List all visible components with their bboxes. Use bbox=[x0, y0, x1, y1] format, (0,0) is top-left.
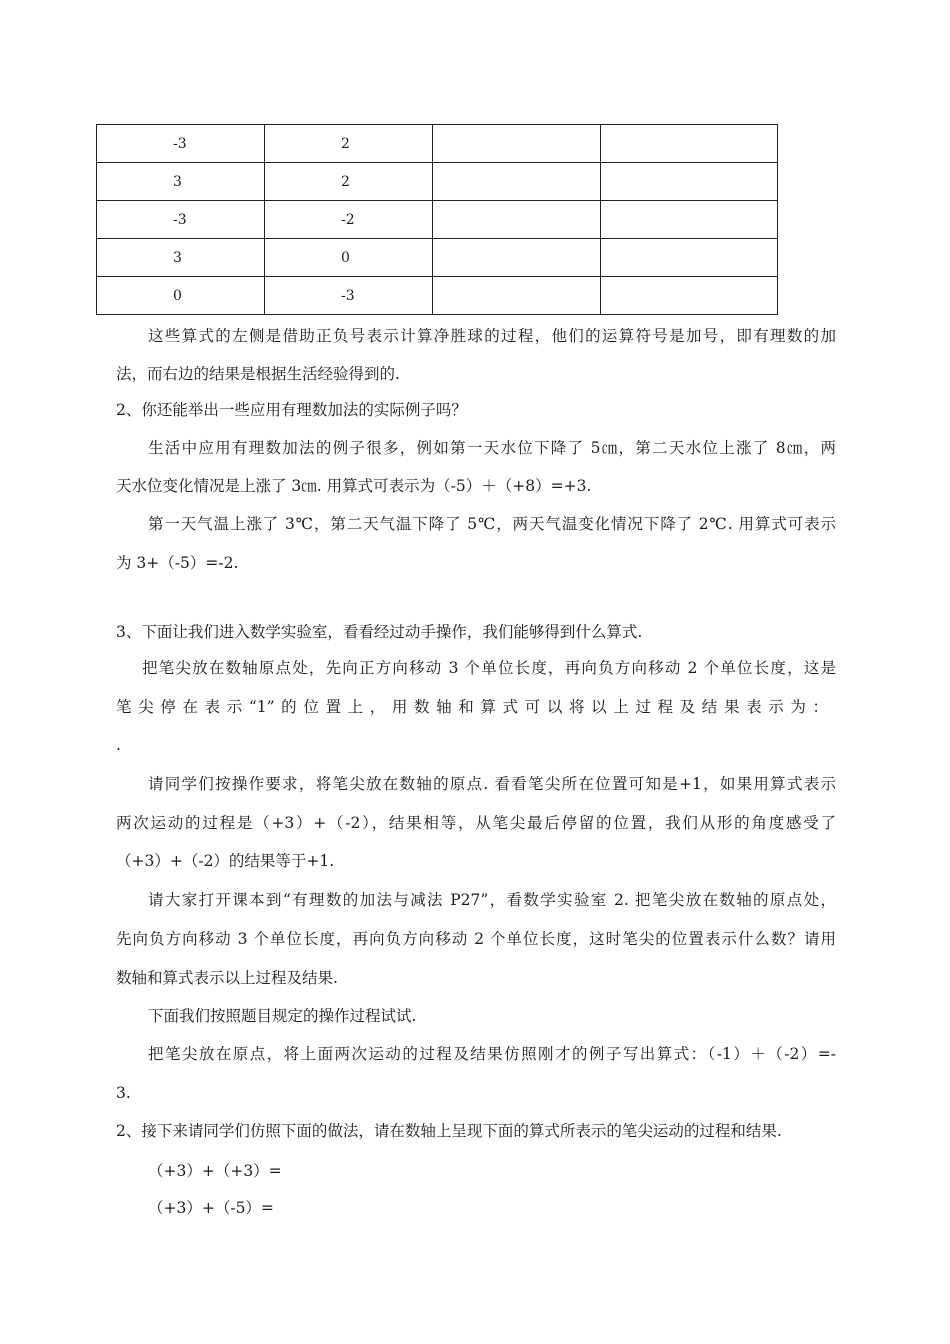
section-heading: 2、你还能举出一些应用有理数加法的实际例子吗？ bbox=[116, 401, 467, 419]
paragraph-line: 天水位变化情况是上涨了 3㎝. 用算式可表示为（-5）＋（+8）=+3. bbox=[116, 477, 592, 495]
paragraph-line: 请同学们按操作要求，将笔尖放在数轴的原点. 看看笔尖所在位置可知是+1，如果用算式表示 bbox=[148, 775, 836, 793]
equation-line: （+3）+（-5）= bbox=[148, 1199, 274, 1217]
table-cell bbox=[601, 125, 778, 163]
paragraph-line: . bbox=[116, 736, 121, 754]
paragraph-line: 这些算式的左侧是借助正负号表示计算净胜球的过程，他们的运算符号是加号，即有理数的加 bbox=[148, 327, 836, 345]
table-cell bbox=[601, 277, 778, 315]
paragraph-line: 为 3+（-5）=-2. bbox=[116, 554, 239, 572]
table-cell bbox=[601, 201, 778, 239]
table-cell: 0 bbox=[97, 277, 265, 315]
equation-line: （+3）+（+3）= bbox=[148, 1162, 282, 1180]
table-cell bbox=[433, 277, 601, 315]
paragraph-line: 法，而右边的结果是根据生活经验得到的. bbox=[116, 365, 400, 383]
table-cell: -3 bbox=[97, 125, 265, 163]
paragraph-line: 请大家打开课本到“有理数的加法与减法 P27”，看数学实验室 2. 把笔尖放在数轴的原点处， bbox=[148, 891, 836, 909]
table-row bbox=[97, 239, 778, 277]
table-row bbox=[97, 201, 778, 239]
table-cell: -2 bbox=[265, 201, 433, 239]
paragraph-line: 笔尖停在表示“1”的位置上，用数轴和算式可以将以上过程及结果表示为： bbox=[116, 698, 828, 716]
score-table bbox=[96, 124, 778, 315]
table-cell bbox=[601, 163, 778, 201]
paragraph-line: 把笔尖放在数轴原点处，先向正方向移动 3 个单位长度，再向负方向移动 2 个单位长度，这是 bbox=[142, 659, 836, 677]
table-cell: -3 bbox=[97, 201, 265, 239]
table-cell bbox=[433, 163, 601, 201]
paragraph-line: 生活中应用有理数加法的例子很多，例如第一天水位下降了 5㎝，第二天水位上涨了 8㎝，两 bbox=[148, 439, 836, 457]
section-heading: 2、接下来请同学们仿照下面的做法，请在数轴上呈现下面的算式所表示的笔尖运动的过程和结果. bbox=[116, 1122, 782, 1140]
paragraph-line: 下面我们按照题目规定的操作过程试试. bbox=[148, 1007, 417, 1025]
paragraph-line: 把笔尖放在原点，将上面两次运动的过程及结果仿照刚才的例子写出算式：（-1）＋（-2）=- bbox=[148, 1045, 836, 1063]
paragraph-line: 先向负方向移动 3 个单位长度，再向负方向移动 2 个单位长度，这时笔尖的位置表示什么数？请用 bbox=[116, 930, 836, 948]
table-row bbox=[97, 125, 778, 163]
table-cell: -3 bbox=[265, 277, 433, 315]
table-row bbox=[97, 277, 778, 315]
table-cell bbox=[433, 239, 601, 277]
paragraph-line: 两次运动的过程是（+3）+（-2），结果相等，从笔尖最后停留的位置，我们从形的角度感受了 bbox=[116, 814, 836, 832]
table-cell bbox=[601, 239, 778, 277]
paragraph-line: （+3）+（-2）的结果等于+1. bbox=[116, 852, 335, 870]
table-cell: 0 bbox=[265, 239, 433, 277]
table-cell: 3 bbox=[97, 163, 265, 201]
table-cell bbox=[433, 201, 601, 239]
paragraph-line: 第一天气温上涨了 3℃，第二天气温下降了 5℃，两天气温变化情况下降了 2℃. 用算式可表示 bbox=[148, 515, 836, 533]
paragraph-line: 数轴和算式表示以上过程及结果. bbox=[116, 969, 338, 987]
table-cell: 3 bbox=[97, 239, 265, 277]
table-row bbox=[97, 163, 778, 201]
table-cell: 2 bbox=[265, 163, 433, 201]
table-cell bbox=[433, 125, 601, 163]
table-cell: 2 bbox=[265, 125, 433, 163]
section-heading: 3、下面让我们进入数学实验室，看看经过动手操作，我们能够得到什么算式. bbox=[116, 623, 643, 641]
paragraph-line: 3. bbox=[116, 1084, 131, 1102]
